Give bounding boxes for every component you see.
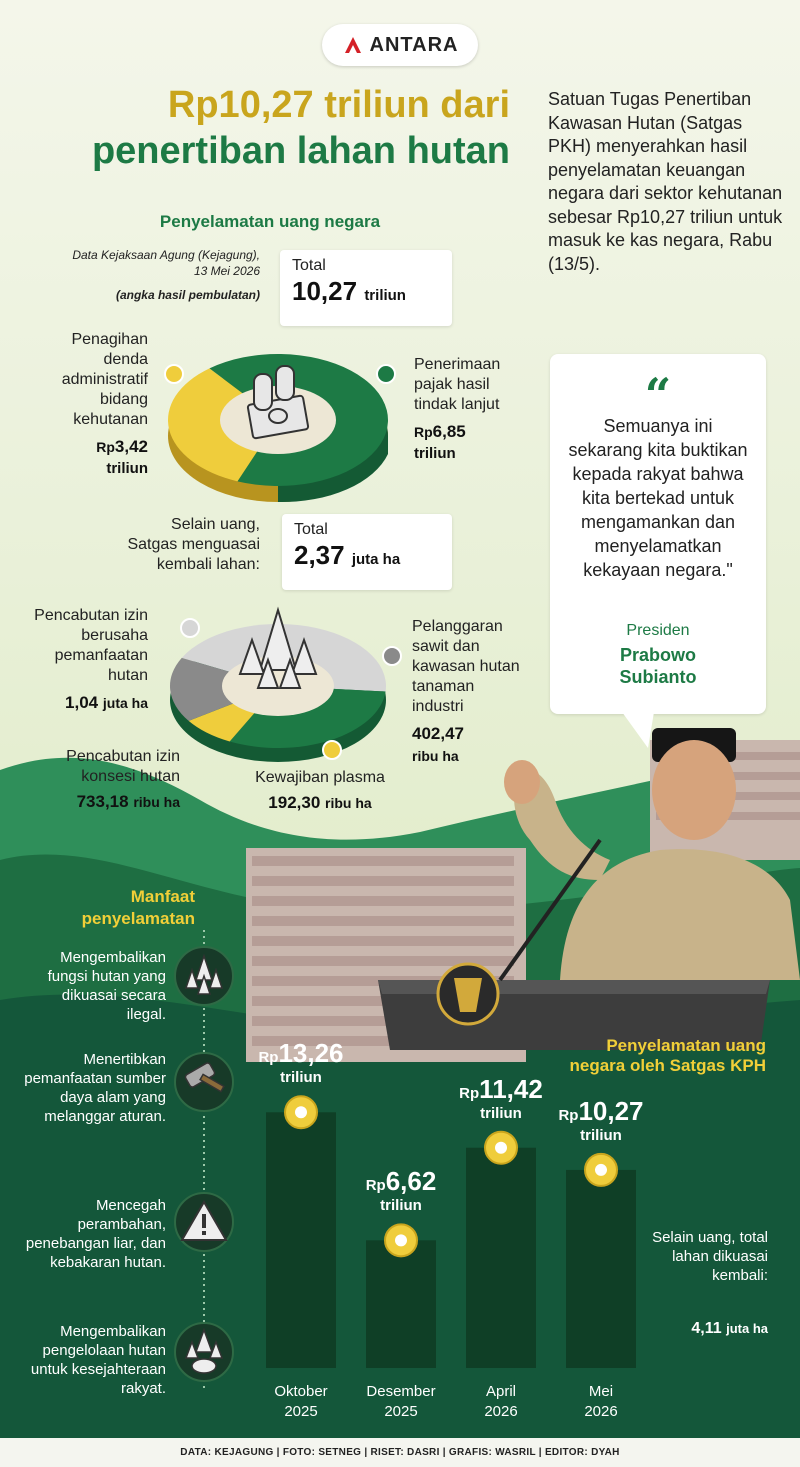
benefits-title: Manfaat penyelamatan [81,887,195,928]
benefit-item-2: Menertibkan pemanfaatan sumber daya alam yang melanggar aturan. [24,1051,166,1125]
bar-marker-dot [595,1164,607,1176]
total-land-box [282,514,452,590]
rounding-note: (angka hasil pembulatan) [115,288,260,302]
bar [566,1170,636,1368]
trees-money-icon [174,1322,234,1382]
bar-value-prefix: Rp [258,1049,279,1067]
antara-logo-icon [342,34,364,56]
quote-mark-icon: “ [644,368,672,422]
land-item3-value: 192,30 [268,793,321,812]
donut1-right-label: Penerimaan pajak hasil tindak lanjut [414,356,501,413]
section1-title: Penyelamatan uang negara [159,212,381,231]
bar-value-number: 11,42 [479,1073,543,1104]
total-land-value: 2,37 [294,540,345,570]
bar-value-label [541,1095,661,1145]
total-land-unit: juta ha [351,551,401,568]
land-item3-unit: ribu ha [325,795,372,811]
land-item2-unit: ribu ha [133,794,180,810]
donut1-right-prefix: Rp [414,424,433,440]
logo-text: ANTARA [369,33,459,56]
land-item3-annotation [240,768,400,814]
gavel-icon [174,1052,234,1112]
total-money-box [280,250,452,326]
donut2-marker-bottom [323,741,341,759]
bar-value-label [341,1166,461,1215]
bar-value-unit: triliun [380,1197,422,1215]
land-item3-label: Kewajiban plasma [255,769,385,786]
land-item4-label: Pelanggaran sawit dan kawasan hutan tanaman industri [412,618,520,715]
bar-value-number: 6,62 [385,1166,437,1197]
quote-name-line1: Prabowo [619,645,696,665]
bar [466,1148,536,1368]
donut1-right-value: 6,85 [432,422,466,441]
donut1-right-annotation [414,355,534,465]
bar-value-unit: triliun [480,1104,522,1122]
donut1-left-annotation [40,330,148,480]
bar-category-label: April 2026 [484,1383,518,1420]
donut1-left-label: Penagihan denda administratif bidang kehutanan [61,331,148,428]
benefit-item-4: Mengembalikan pengelolaan hutan untuk kesejahteraan rakyat. [30,1323,166,1397]
lead-paragraph: Satuan Tugas Penertiban Kawasan Hutan (Satgas PKH) menyerahkan hasil penyelamatan keuangan negara dari sektor kehutanan sebesar Rp10,27 triliun untuk masuk ke kas negara, Rabu (13/5). [548,89,783,274]
donut1-right-unit: triliun [414,445,456,462]
bar-category-label: Mei 2026 [584,1383,618,1420]
bar-category-label: Desember 2025 [366,1383,436,1420]
benefit-item-3: Mencegah perambahan, penebangan liar, dan kebakaran hutan. [25,1197,166,1271]
headline-line1: Rp10,27 triliun dari [167,84,510,126]
data-source: Data Kejaksaan Agung (Kejagung), 13 Mei 2026 [72,248,260,278]
bar-marker-dot [295,1106,307,1118]
bar-marker-dot [395,1234,407,1246]
headline-line2: penertiban lahan hutan [91,130,510,172]
bar-value-prefix: Rp [365,1177,386,1195]
bar-value-unit: triliun [280,1069,322,1087]
land-item4-value: 402,47 [412,724,464,743]
quote-role: Presiden [626,622,690,639]
land-summary-unit: juta ha [726,1321,768,1336]
bar-value-label [241,1038,361,1087]
land-intro: Selain uang, Satgas menguasai kembali lahan: [127,516,260,573]
land-item2-annotation [20,747,180,813]
land-item1-value: 1,04 [65,693,99,712]
donut-chart-land [160,600,410,770]
donut1-left-value: 3,42 [114,437,148,456]
donut2-marker-right [383,647,401,665]
benefit-item-1: Mengembalikan fungsi hutan yang dikuasai secara ilegal. [47,949,166,1023]
bar [366,1240,436,1368]
total-money-label: Total [292,257,326,274]
quote-text: Semuanya ini sekarang kita buktikan kepada rakyat bahwa kita bertekad untuk mengamankan dan menyelamatkan kekayaan negara." [568,416,748,580]
forest-icon [174,946,234,1006]
quote-name-line2: Subianto [619,667,697,687]
bar-value-number: 10,27 [578,1095,644,1126]
land-item2-label: Pencabutan izin konsesi hutan [66,748,180,785]
quote-tail [618,712,658,752]
land-item2-value: 733,18 [76,792,129,811]
land-item1-label: Pencabutan izin berusaha pemanfaatan hutan [34,607,148,684]
total-land-label: Total [294,521,328,538]
bar-value-number: 13,26 [278,1038,344,1069]
antara-logo [322,24,478,66]
bar-marker-dot [495,1142,507,1154]
total-money-value: 10,27 [292,276,358,306]
donut1-marker-left [165,365,183,383]
quote-name [550,644,766,688]
bar-chart-title: Penyelamatan uang negara oleh Satgas KPH [569,1036,766,1075]
donut1-marker-right [377,365,395,383]
land-item1-unit: juta ha [102,695,148,711]
total-money-unit: triliun [364,287,406,304]
land-item4-annotation [412,617,522,767]
warning-icon [174,1192,234,1252]
credits-footer: DATA: KEJAGUNG | FOTO: SETNEG | RISET: DASRI | GRAFIS: WASRIL | EDITOR: DYAH [0,1438,800,1467]
land-summary-text: Selain uang, total lahan dikuasai kembali: [652,1229,768,1284]
land-summary-value: 4,11 [691,1320,722,1337]
land-item4-unit: ribu ha [412,748,459,764]
land-item1-annotation [30,606,148,714]
bar-value-prefix: Rp [558,1106,579,1124]
bar [266,1112,336,1368]
land-summary-value-wrap [640,1320,768,1338]
donut1-left-unit: triliun [106,460,148,477]
donut2-marker-left [181,619,199,637]
donut1-left-prefix: Rp [96,439,115,455]
bar-value-unit: triliun [580,1126,622,1144]
bar-category-label: Oktober 2025 [274,1383,328,1420]
quote-card [550,354,766,714]
donut-chart-money [150,330,410,510]
bar-value-prefix: Rp [459,1084,480,1102]
